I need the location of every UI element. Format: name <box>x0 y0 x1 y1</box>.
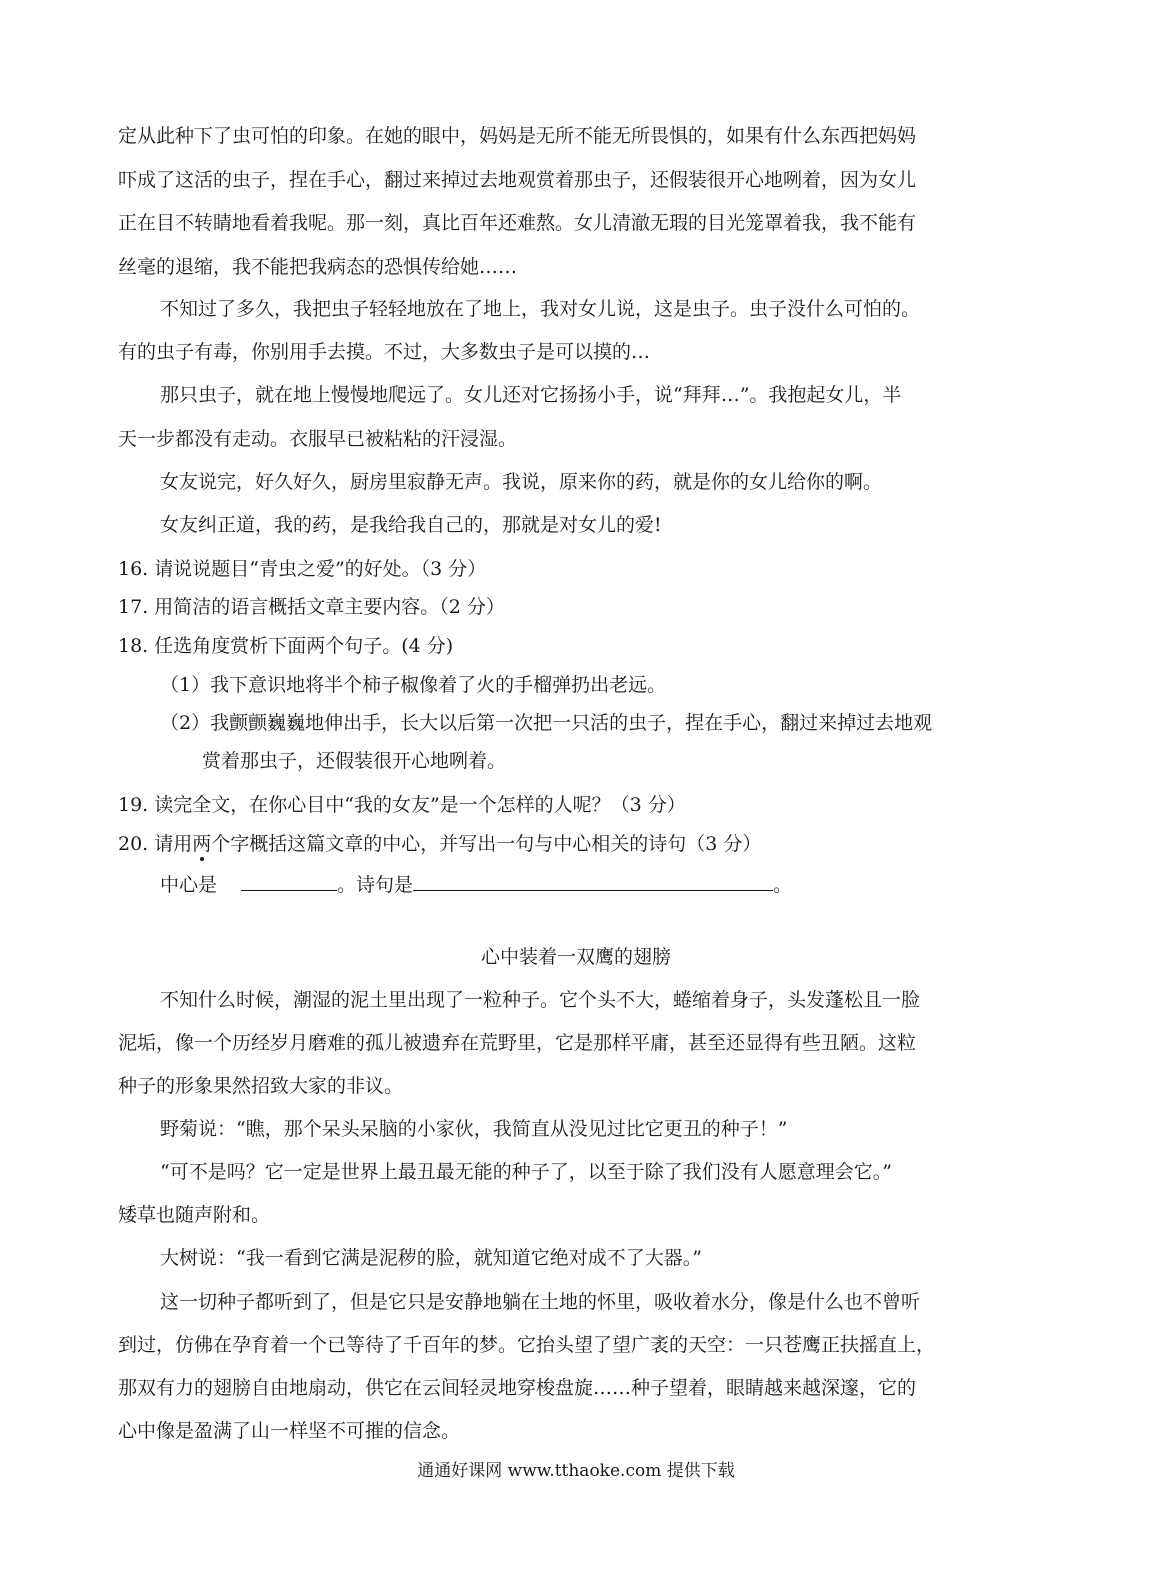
question-18: 18. 任选角度赏析下面两个句子。(4 分) <box>118 635 454 657</box>
center-answer-blank[interactable] <box>241 870 337 891</box>
question-20-answer <box>160 870 1034 896</box>
passage2-line: “可不是吗？它一定是世界上最丑最无能的种子了，以至于除了我们没有人愿意理会它。” <box>160 1161 892 1183</box>
passage1-line: 天一步都没有走动。衣服早已被粘粘的汗浸湿。 <box>118 428 518 450</box>
center-label: 中心是 <box>160 874 218 896</box>
passage1-line: 正在目不转睛地看着我呢。那一刻，真比百年还难熬。女儿清澈无瑕的目光笼罩着我，我不能有 <box>118 212 917 234</box>
passage2-line: 矮草也随声附和。 <box>118 1204 271 1226</box>
passage2-line: 到过，仿佛在孕育着一个已等待了千百年的梦。它抬头望了望广袤的天空：一只苍鹰正扶摇直上， <box>118 1334 936 1356</box>
question-19: 19. 读完全文，在你心目中“我的女友”是一个怎样的人呢？（3 分） <box>118 794 686 816</box>
passage2-line: 不知什么时候，潮湿的泥土里出现了一粒种子。它个头不大，蜷缩着身子，头发蓬松且一脸 <box>160 989 921 1011</box>
question-18-item-2-cont: 赏着那虫子，还假装很开心地咧着。 <box>202 750 507 772</box>
answer-end: 。 <box>773 874 793 896</box>
passage2-line: 那双有力的翅膀自由地扇动，供它在云间轻灵地穿梭盘旋……种子望着，眼睛越来越深邃，它的 <box>118 1377 917 1399</box>
passage2-line: 泥垢，像一个历经岁月磨难的孤儿被遗弃在荒野里，它是那样平庸，甚至还显得有些丑陋。这粒 <box>118 1032 917 1054</box>
footer-source: 通通好课网 www.tthaoke.com 提供下载 <box>417 1461 735 1481</box>
question-20-text: 个字概括这篇文章的中心，并写出一句与中心相关的诗句（3 分） <box>211 833 762 855</box>
passage1-line: 那只虫子，就在地上慢慢地爬远了。女儿还对它扬扬小手，说“拜拜…”。我抱起女儿，半 <box>160 384 902 406</box>
question-17: 17. 用简洁的语言概括文章主要内容。（2 分） <box>118 596 505 618</box>
passage1-line: 丝毫的退缩，我不能把我病态的恐惧传给她…… <box>118 256 518 278</box>
passage2-line: 心中像是盈满了山一样坚不可摧的信念。 <box>118 1420 461 1442</box>
passage2-line: 大树说：“我一看到它满是泥秽的脸，就知道它绝对成不了大器。” <box>160 1247 702 1269</box>
passage1-line: 不知过了多久，我把虫子轻轻地放在了地上，我对女儿说，这是虫子。虫子没什么可怕的。 <box>160 298 921 320</box>
question-20-prefix: 20. 请用 <box>118 833 193 855</box>
question-16: 16. 请说说题目“青虫之爱”的好处。（3 分） <box>118 558 487 580</box>
passage1-line: 吓成了这活的虫子，捏在手心，翻过来掉过去地观赏着那虫子，还假装很开心地咧着，因为女儿 <box>118 169 917 191</box>
passage2-line: 这一切种子都听到了，但是它只是安静地躺在土地的怀里，吸收着水分，像是什么也不曾听 <box>160 1291 921 1313</box>
passage2-line: 野菊说：“瞧，那个呆头呆脑的小家伙，我简直从没见过比它更丑的种子！” <box>160 1118 788 1140</box>
passage1-line: 定从此种下了虫可怕的印象。在她的眼中，妈妈是无所不能无所畏惧的，如果有什么东西把妈妈 <box>118 125 917 147</box>
question-18-item-1: （1）我下意识地将半个柿子椒像着了火的手榴弹扔出老远。 <box>160 674 667 696</box>
poem-answer-blank[interactable] <box>413 870 773 891</box>
passage2-line: 种子的形象果然招致大家的非议。 <box>118 1075 404 1097</box>
passage1-line: 有的虫子有毒，你别用手去摸。不过，大多数虫子是可以摸的… <box>118 341 651 363</box>
poem-label: 。诗句是 <box>337 874 414 896</box>
passage2-title: 心中装着一双鹰的翅膀 <box>480 946 671 968</box>
question-18-item-2: （2）我颤颤巍巍地伸出手，长大以后第一次把一只活的虫子，捏在手心，翻过来掉过去地观 <box>160 712 933 734</box>
passage1-line: 女友纠正道，我的药，是我给我自己的，那就是对女儿的爱! <box>160 514 662 536</box>
passage1-line: 女友说完，好久好久，厨房里寂静无声。我说，原来你的药，就是你的女儿给你的啊。 <box>160 471 883 493</box>
emphasis-char: 两 <box>192 833 212 855</box>
question-20 <box>118 832 1034 858</box>
